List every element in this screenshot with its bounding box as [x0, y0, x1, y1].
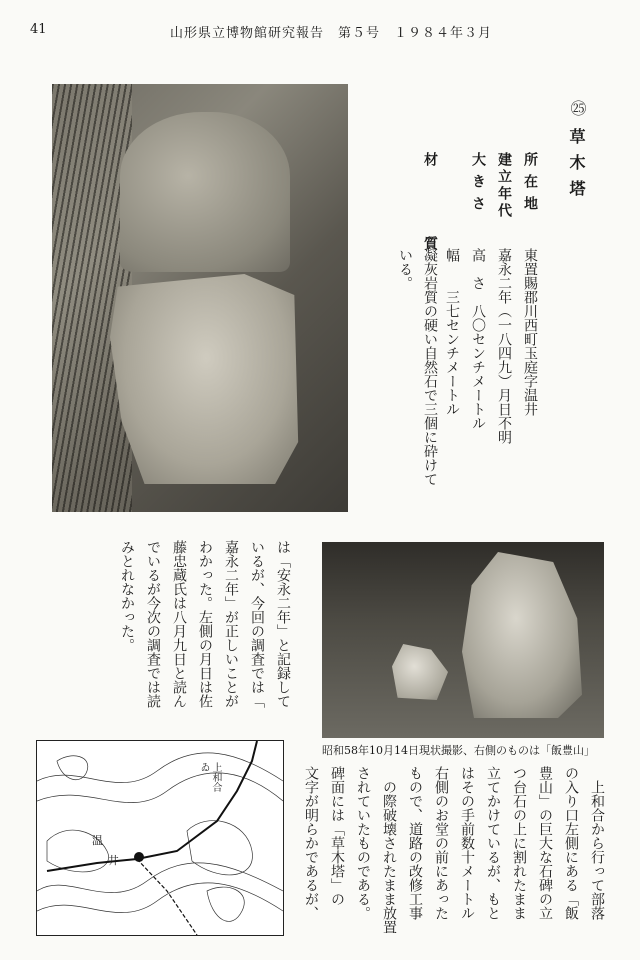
material-value-line-1: 凝灰岩質の硬い自然石で三個に砕けて — [422, 248, 438, 486]
mid-text-line: は「安永二年」と記録して — [275, 540, 291, 708]
right-text-line: 文字が明らかであるが、 — [303, 766, 319, 920]
iide-stone — [462, 552, 582, 718]
right-text-line: はその手前数十メートル — [459, 766, 475, 920]
location-map — [36, 740, 284, 936]
stone-monument-photo — [52, 84, 348, 512]
location-value: 東置賜郡川西町玉庭字温井 — [522, 248, 538, 416]
entry-title: 草木塔 — [567, 128, 586, 206]
material-label: 材 質 — [422, 152, 438, 278]
mid-text-line: 藤忠蔵氏は八月九日と読ん — [171, 540, 187, 708]
page-number: 41 — [30, 22, 47, 37]
right-text-line: 豊山」の巨大な石碑の立 — [537, 766, 553, 920]
entry-number: ㉕ — [568, 100, 587, 116]
map-label-small: ゐ — [198, 762, 209, 772]
map-label-site: 温 — [92, 834, 103, 847]
sokuto-stone-fragment — [392, 644, 448, 700]
location-label: 所在地 — [522, 152, 538, 218]
map-label-i: 井 — [108, 854, 119, 867]
year-value: 嘉永二年（一八四九）月日不明 — [496, 248, 512, 444]
right-text-line: の入り口左側にある「飯 — [563, 766, 579, 920]
right-text-line: 碑面には「草木塔」の — [329, 766, 345, 906]
site-marker — [134, 852, 144, 862]
mid-text-line: でいるが今次の調査では読 — [145, 540, 161, 708]
material-value-line-2: いる。 — [397, 248, 413, 290]
right-text-line: 右側のお堂の前にあった — [433, 766, 449, 920]
right-text-line: 立てかけているが、もと — [485, 766, 501, 920]
stone-upper-piece — [120, 112, 290, 272]
map-label-kamiwago: 上和合 — [210, 762, 221, 792]
right-text-line: の際破壊されたまま放置 — [381, 780, 397, 934]
journal-header: 山形県立博物館研究報告 第５号 １９８４年３月 — [170, 26, 493, 41]
right-text-line: つ台石の上に割れたまま — [511, 766, 527, 920]
mid-text-line: いるが、今回の調査では「 — [249, 540, 265, 708]
width-value: 幅 三七センチメートル — [444, 248, 460, 416]
mid-text-line: 嘉永二年」が正しいことが — [223, 540, 239, 708]
map-contours — [37, 741, 283, 935]
year-label: 建立年代 — [496, 152, 512, 220]
stone-lower-piece — [110, 274, 302, 484]
right-text-line: 上和合から行って部落 — [589, 780, 605, 920]
size-label: 大きさ — [470, 152, 486, 218]
photo-caption: 昭和58年10月14日現状撮影、右側のものは「飯豊山」 — [322, 744, 595, 757]
current-state-photo — [322, 542, 604, 738]
mid-text-line: みとれなかった。 — [119, 540, 135, 652]
height-value: 高 さ 八〇センチメートル — [470, 248, 486, 430]
right-text-line: されていたものである。 — [355, 766, 371, 920]
mid-text-line: わかった。左側の月日は佐 — [197, 540, 213, 708]
right-text-line: もので、道路の改修工事 — [407, 766, 423, 920]
